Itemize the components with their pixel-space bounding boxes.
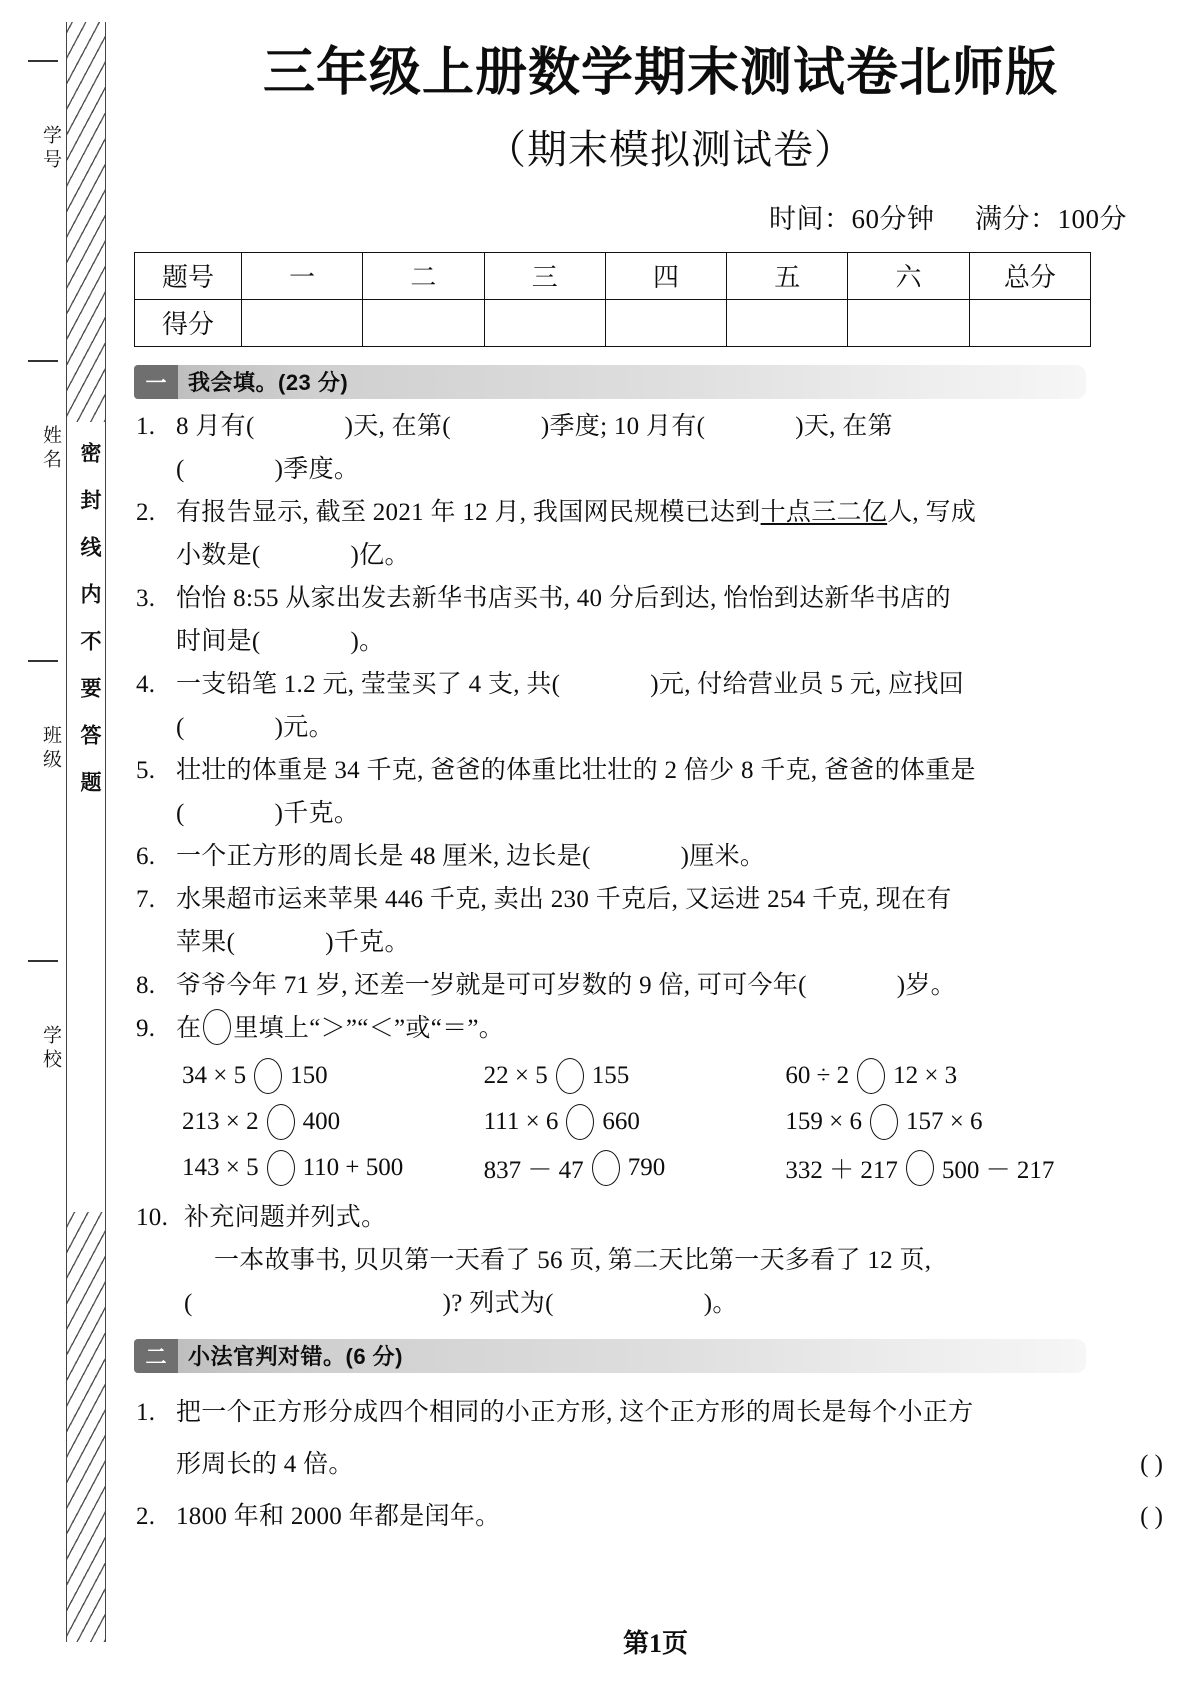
circle-blank-icon[interactable] xyxy=(566,1104,594,1140)
comparison-item xyxy=(785,1150,1087,1186)
circle-blank-icon[interactable] xyxy=(592,1150,620,1186)
question-number: 5. xyxy=(136,756,156,784)
question-3-text-c: )。 xyxy=(350,627,385,655)
score-table-row-label: 题号 xyxy=(135,252,242,299)
question-2-text-d: )亿。 xyxy=(350,541,410,569)
question-10-text-c: ( xyxy=(184,1289,193,1317)
score-table-row-label: 得分 xyxy=(135,299,242,346)
question-9 xyxy=(136,1007,1167,1050)
score-cell-total[interactable] xyxy=(969,299,1090,346)
compare-right: 150 xyxy=(290,1061,328,1089)
score-col-total: 总分 xyxy=(969,252,1090,299)
question-number: 8. xyxy=(136,971,156,999)
section-title-two: 小法官判对错。(6 分) xyxy=(188,1344,404,1370)
question-number: 1. xyxy=(136,412,156,440)
question-1-text-c: )季度; 10 月有( xyxy=(540,412,706,440)
sidebar-field-student-number: 学号 xyxy=(40,125,61,173)
hatch-pattern-top xyxy=(67,22,105,422)
page-number-footer: 第1页 xyxy=(622,1629,688,1658)
question-8 xyxy=(136,964,1167,1007)
compare-left: 159 × 6 xyxy=(785,1107,862,1135)
circle-blank-icon[interactable] xyxy=(254,1058,282,1094)
compare-right: 12 × 3 xyxy=(893,1061,958,1089)
compare-right: 660 xyxy=(602,1107,640,1135)
binding-sidebar xyxy=(0,0,120,1684)
score-col-3: 三 xyxy=(484,252,605,299)
compare-left: 111 × 6 xyxy=(483,1107,559,1135)
section-one-questions xyxy=(120,405,1191,1325)
compare-left: 143 × 5 xyxy=(182,1153,259,1181)
question-9-text-a: 在 xyxy=(176,1014,202,1042)
question-6 xyxy=(136,835,1167,878)
sidebar-field-school: 学校 xyxy=(40,1025,61,1073)
comparison-item xyxy=(785,1104,1087,1140)
score-cell-3[interactable] xyxy=(484,299,605,346)
score-col-1: 一 xyxy=(242,252,363,299)
compare-right: 110 + 500 xyxy=(302,1153,404,1181)
compare-left: 22 × 5 xyxy=(483,1061,548,1089)
comparison-row-2 xyxy=(182,1104,1087,1140)
question-1-text-e: ( xyxy=(176,455,185,483)
question-2-text-a: 有报告显示, 截至 2021 年 12 月, 我国网民规模已达到 xyxy=(176,498,761,526)
comparison-row-1 xyxy=(182,1058,1087,1094)
question-2-text-c: 小数是( xyxy=(176,541,261,569)
score-cell-2[interactable] xyxy=(363,299,484,346)
question-number: 9. xyxy=(136,1014,156,1042)
question-8-text-a: 爷爷今年 71 岁, 还差一岁就是可可岁数的 9 倍, 可可今年( xyxy=(176,971,807,999)
hatch-pattern-bottom xyxy=(67,1212,105,1642)
question-number: 3. xyxy=(136,584,156,612)
circle-blank-icon[interactable] xyxy=(906,1150,934,1186)
question-7-text-c: )千克。 xyxy=(325,928,410,956)
question-4-text-d: )元。 xyxy=(274,713,334,741)
comparison-row-3 xyxy=(182,1150,1087,1186)
sidebar-field-name: 姓名 xyxy=(40,425,61,473)
question-4 xyxy=(136,663,1167,749)
compare-right: 790 xyxy=(627,1153,666,1181)
seal-line-column xyxy=(66,22,106,1642)
section-number-one: 一 xyxy=(134,365,178,399)
divider-rule xyxy=(28,960,58,962)
question-3-text-b: 时间是( xyxy=(176,627,261,655)
question-number: 7. xyxy=(136,885,156,913)
exam-page xyxy=(120,0,1191,1684)
s2q1-text-a: 把一个正方形分成四个相同的小正方形, 这个正方形的周长是每个小正方 xyxy=(176,1398,974,1426)
question-number: 6. xyxy=(136,842,156,870)
comparison-grid xyxy=(182,1058,1087,1186)
question-8-text-b: )岁。 xyxy=(896,971,956,999)
circle-blank-icon[interactable] xyxy=(267,1104,295,1140)
section-header-one xyxy=(134,365,1086,399)
question-number: 1. xyxy=(136,1398,156,1426)
comparison-item xyxy=(484,1058,786,1094)
time-label: 时间：60分钟 xyxy=(769,203,935,234)
score-col-6: 六 xyxy=(848,252,969,299)
compare-left: 213 × 2 xyxy=(182,1107,259,1135)
question-7-text-b: 苹果( xyxy=(176,928,236,956)
section2-question-2 xyxy=(136,1491,1163,1543)
page-subtitle: （期末模拟测试卷） xyxy=(486,126,855,172)
question-1 xyxy=(136,405,1167,491)
question-4-text-b: )元, 付给营业员 5 元, 应找回 xyxy=(650,670,965,698)
question-1-text-f: )季度。 xyxy=(274,455,360,483)
question-2-text-b: 人, 写成 xyxy=(887,498,977,526)
comparison-item xyxy=(484,1104,786,1140)
question-6-text-a: 一个正方形的周长是 48 厘米, 边长是( xyxy=(176,842,591,870)
score-col-4: 四 xyxy=(605,252,726,299)
circle-blank-icon[interactable] xyxy=(556,1058,584,1094)
divider-rule xyxy=(28,60,58,62)
question-5-text-c: )千克。 xyxy=(274,799,360,827)
score-cell-4[interactable] xyxy=(605,299,726,346)
question-1-text-d: )天, 在第 xyxy=(795,412,893,440)
compare-right: 500 － 217 xyxy=(941,1156,1055,1184)
s2q1-text-b: 形周长的 4 倍。 xyxy=(176,1450,354,1478)
question-1-text-a: 8 月有( xyxy=(176,412,255,440)
score-table-value-row xyxy=(135,299,1091,346)
true-false-answer-blank[interactable]: ( ) xyxy=(1140,1502,1163,1530)
divider-rule xyxy=(28,360,58,362)
exam-meta xyxy=(120,197,1127,236)
score-cell-6[interactable] xyxy=(848,299,969,346)
question-4-text-c: ( xyxy=(176,713,185,741)
question-number: 10. xyxy=(136,1203,169,1231)
student-info-column xyxy=(20,60,64,1620)
question-10-text-a: 补充问题并列式。 xyxy=(184,1203,387,1231)
sidebar-field-class: 班级 xyxy=(40,725,61,773)
score-cell-5[interactable] xyxy=(727,299,848,346)
question-10 xyxy=(136,1196,1167,1325)
compare-right: 155 xyxy=(591,1061,630,1089)
question-5-text-a: 壮壮的体重是 34 千克, 爸爸的体重比壮壮的 2 倍少 8 千克, 爸爸的体重是 xyxy=(176,756,976,784)
question-number: 2. xyxy=(136,498,156,526)
score-table-header-row xyxy=(135,252,1091,299)
circle-blank-icon[interactable] xyxy=(857,1058,885,1094)
score-col-2: 二 xyxy=(363,252,484,299)
comparison-item xyxy=(182,1058,484,1094)
comparison-item xyxy=(785,1058,1087,1094)
question-9-text-b: 里填上“＞”“＜”或“＝”。 xyxy=(233,1014,505,1042)
compare-right: 400 xyxy=(302,1107,341,1135)
total-score-label: 满分：100分 xyxy=(975,203,1127,234)
divider-rule xyxy=(28,660,58,662)
question-10-text-b: 一本故事书, 贝贝第一天看了 56 页, 第二天比第一天多看了 12 页, xyxy=(214,1246,932,1274)
score-table xyxy=(134,252,1091,347)
compare-left: 34 × 5 xyxy=(182,1061,247,1089)
seal-line-text: 密封线内不要答题 xyxy=(78,442,102,818)
circle-blank-icon[interactable] xyxy=(203,1009,231,1045)
question-7-text-a: 水果超市运来苹果 446 千克, 卖出 230 千克后, 又运进 254 千克, 现在有 xyxy=(176,885,952,913)
s2q2-text-a: 1800 年和 2000 年都是闰年。 xyxy=(176,1502,501,1530)
compare-left: 332 ＋ 217 xyxy=(785,1156,898,1184)
circle-blank-icon[interactable] xyxy=(267,1150,295,1186)
true-false-answer-blank[interactable]: ( ) xyxy=(1140,1450,1163,1478)
question-3 xyxy=(136,577,1167,663)
comparison-item xyxy=(182,1104,484,1140)
comparison-item xyxy=(182,1150,484,1186)
section-two-questions xyxy=(120,1387,1191,1543)
question-number: 4. xyxy=(136,670,156,698)
circle-blank-icon[interactable] xyxy=(870,1104,898,1140)
compare-left: 837 － 47 xyxy=(483,1156,584,1184)
comparison-item xyxy=(484,1150,786,1186)
question-4-text-a: 一支铅笔 1.2 元, 莹莹买了 4 支, 共( xyxy=(176,670,561,698)
section-number-two: 二 xyxy=(134,1339,178,1373)
compare-left: 60 ÷ 2 xyxy=(785,1061,850,1089)
question-2-underlined-number: 十点三二亿 xyxy=(760,498,888,526)
section-header-two xyxy=(134,1339,1086,1373)
section-title-one: 我会填。(23 分) xyxy=(188,370,349,396)
question-number: 2. xyxy=(136,1502,156,1530)
score-cell-1[interactable] xyxy=(242,299,363,346)
question-6-text-b: )厘米。 xyxy=(680,842,766,870)
question-7 xyxy=(136,878,1167,964)
page-title: 三年级上册数学期末测试卷北师版 xyxy=(262,45,1058,102)
question-5 xyxy=(136,749,1167,835)
section2-question-1 xyxy=(136,1387,1163,1491)
question-3-text-a: 怡怡 8:55 从家出发去新华书店买书, 40 分后到达, 怡怡到达新华书店的 xyxy=(176,584,951,612)
compare-right: 157 × 6 xyxy=(905,1107,983,1135)
question-1-text-b: )天, 在第( xyxy=(344,412,451,440)
question-2 xyxy=(136,491,1167,577)
question-10-text-d: )? 列式为( xyxy=(442,1289,554,1317)
question-10-text-e: )。 xyxy=(703,1289,738,1317)
question-5-text-b: ( xyxy=(176,799,185,827)
score-col-5: 五 xyxy=(727,252,848,299)
